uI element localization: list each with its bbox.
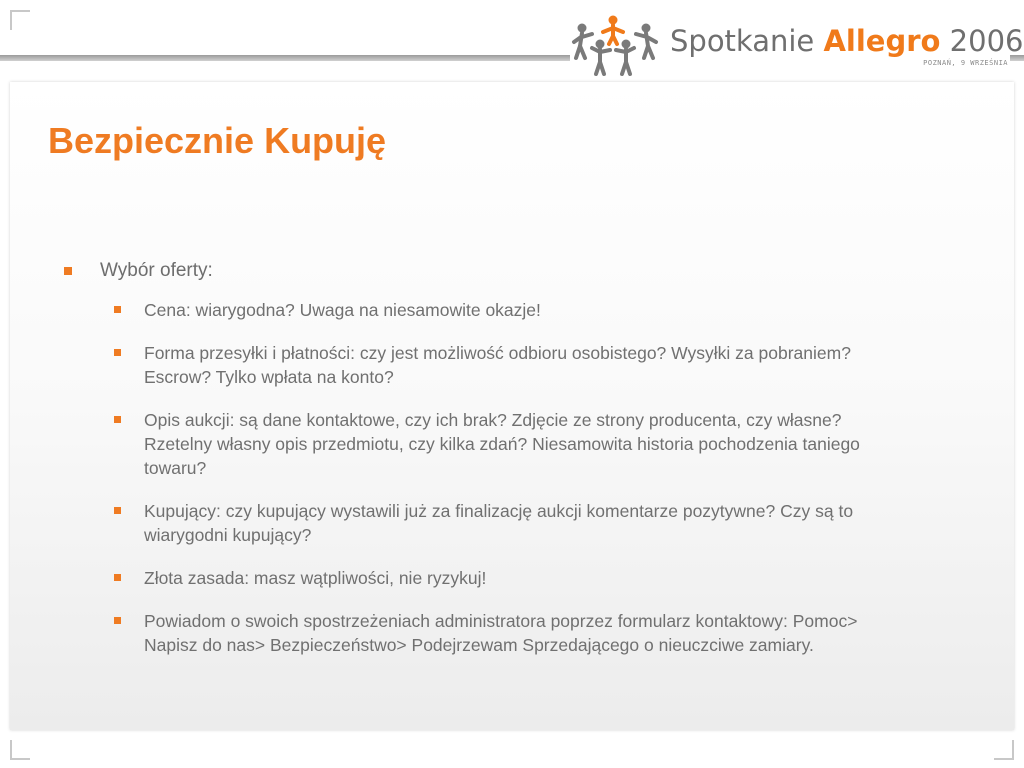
subbullet-text: Cena: wiarygodna? Uwaga na niesamowite okazje!: [144, 300, 541, 320]
subbullet-item: [98, 298, 914, 322]
subbullet-item: [98, 341, 914, 389]
bullet-square-icon: [114, 306, 121, 313]
subbullet-text: Kupujący: czy kupujący wystawili już za finalizację aukcji komentarze pozytywne? Czy są to wiarygodni kupujący?: [144, 501, 854, 545]
subbullet-text: Złota zasada: masz wątpliwości, nie ryzykuj!: [144, 568, 487, 588]
subbullet-item: [98, 566, 914, 590]
bullet-text: Wybór oferty:: [100, 260, 213, 281]
subbullet-text: Powiadom o swoich spostrzeżeniach administratora poprzez formularz kontaktowy: Pomoc> Napisz do nas> Bezpieczeństwo> Podejrzewam Sprzedającego o nieuczciwe zamiary.: [144, 611, 858, 655]
subbullet-text: Forma przesyłki i płatności: czy jest możliwość odbioru osobistego? Wysyłki za pobraniem? Escrow? Tylko wpłata na konto?: [144, 343, 851, 387]
subbullet-item: [98, 499, 914, 547]
bullet-square-icon: [114, 349, 121, 356]
logo-text-year: 2006: [940, 24, 1024, 58]
bullet-list: [62, 258, 972, 676]
logo-text-allegro: Allegro: [823, 24, 941, 58]
subbullet-item: [98, 609, 914, 657]
slide-title: Bezpiecznie Kupuję: [48, 120, 387, 161]
logo-text-spotkanie: Spotkanie: [670, 24, 824, 58]
event-logo: [570, 12, 1024, 78]
logo-subtitle: POZNAŃ, 9 WRZEŚNIA: [923, 59, 1008, 67]
bullet-item: [62, 258, 972, 284]
logo-wordmark: [670, 24, 1024, 58]
bullet-square-icon: [114, 416, 121, 423]
people-group-icon: [570, 14, 662, 76]
subbullet-item: [98, 408, 914, 480]
bullet-square-icon: [114, 574, 121, 581]
bullet-square-icon: [114, 617, 121, 624]
subbullet-text: Opis aukcji: są dane kontaktowe, czy ich brak? Zdjęcie ze strony producenta, czy własne? Rzetelny własny opis przedmiotu, czy kilka zdań? Niesamowita historia pochodzenia taniego towaru?: [144, 410, 860, 478]
corner-mark-top-left: [10, 10, 30, 30]
bullet-square-icon: [64, 267, 72, 275]
corner-mark-bottom-right: [994, 740, 1014, 760]
slide-content: [10, 82, 1014, 730]
bullet-square-icon: [114, 507, 121, 514]
corner-mark-bottom-left: [10, 740, 30, 760]
